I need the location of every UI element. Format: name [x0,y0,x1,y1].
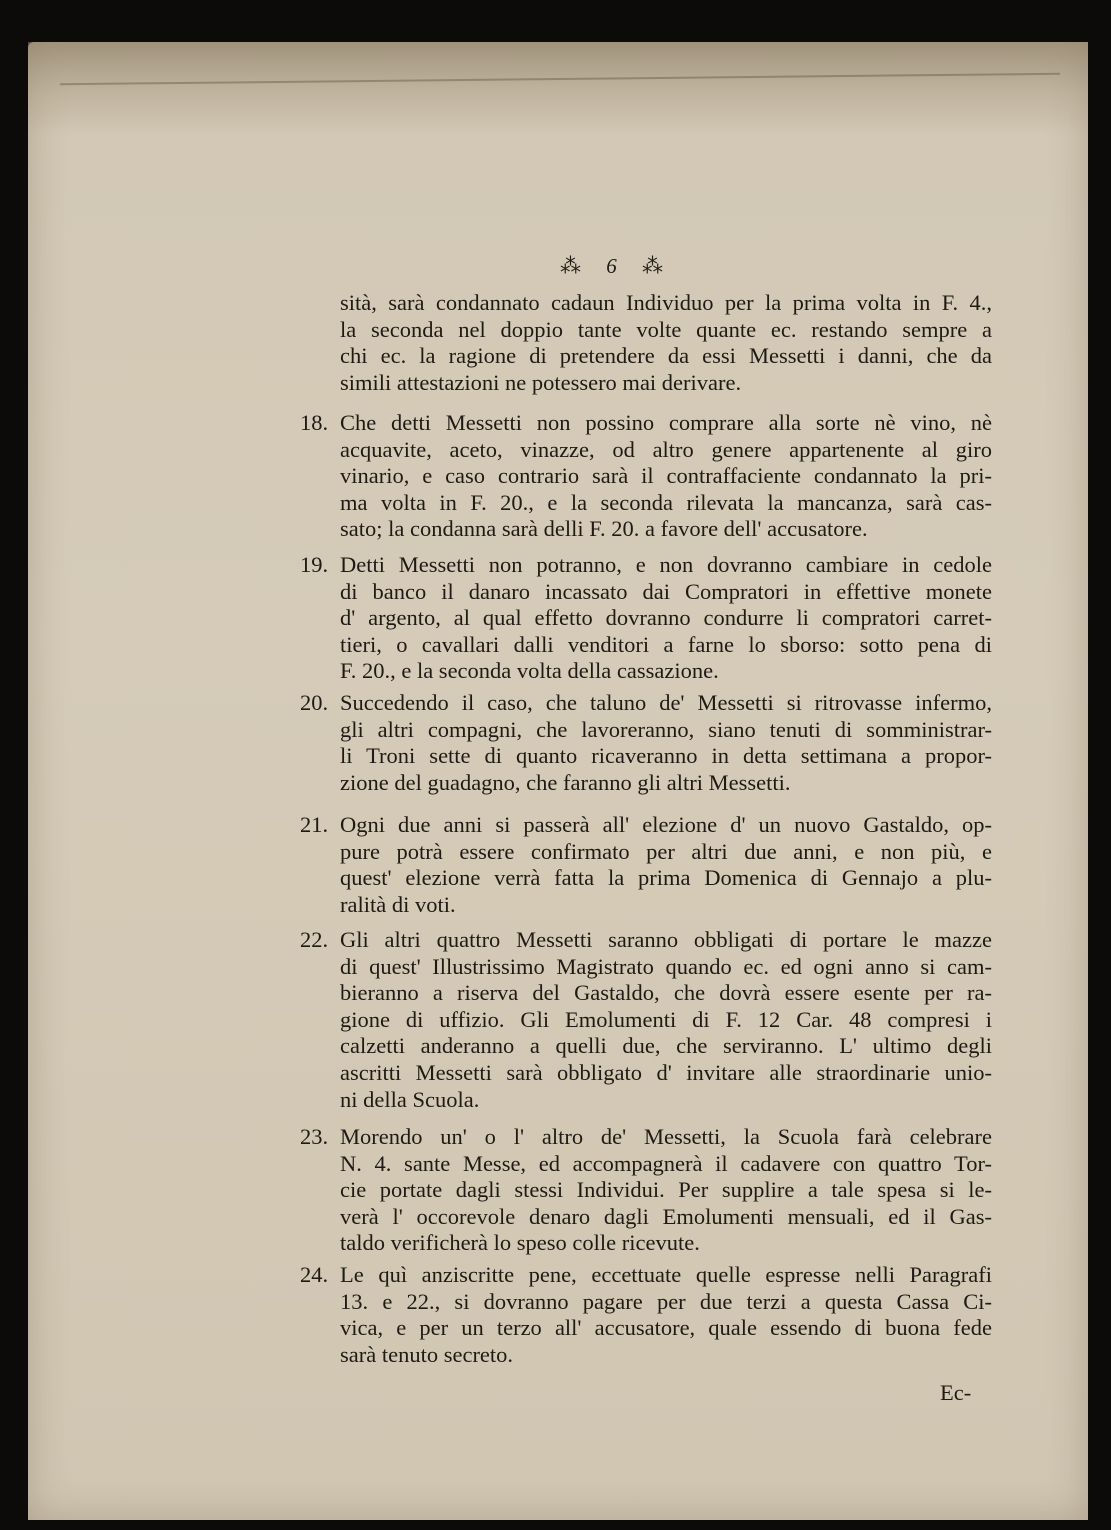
header-ornament-left: ⁂ [560,254,584,278]
paragraph-18 [340,410,992,543]
text-line: sità, sarà condannato cadaun Individuo per la prima volta in F. 4., [340,290,992,315]
text-line: Ogni due anni si passerà all' elezione d' un nuovo Gastaldo, op- [340,812,992,837]
text-line: di banco il danaro incassato dai Compratori in effettive monete [340,578,992,604]
page-number: 6 [606,254,620,278]
paragraph-23 [340,1124,992,1257]
text-line: Detti Messetti non potranno, e non dovranno cambiare in cedole [340,552,992,577]
text-line: Le quì anziscritte pene, eccettuate quelle espresse nelli Paragrafi [340,1262,992,1287]
text-line: cie portate dagli stessi Individui. Per supplire a tale spesa si le- [340,1177,992,1203]
text-line: 13. e 22., si dovranno pagare per due terzi a questa Cassa Ci- [340,1288,992,1314]
text-line: vica, e per un terzo all' accusatore, quale essendo di buona fede [340,1315,992,1341]
paragraph-22 [340,927,992,1113]
text-line: gione di uffizio. Gli Emolumenti di F. 12 Car. 48 compresi i [340,1006,992,1032]
paragraph-number: 18. [300,410,329,435]
paragraph-20 [340,690,992,796]
text-line: sato; la condanna sarà delli F. 20. a favore dell' accusatore. [340,516,868,542]
text-line: ralità di voti. [340,891,456,917]
text-line: calzetti anderanno a quelli due, che serviranno. L' ultimo degli [340,1033,992,1059]
paragraph-continuation [340,290,992,396]
paragraph-number: 22. [300,927,329,952]
text-line: taldo verificherà lo speso colle ricevute. [340,1230,700,1256]
paragraph-number: 19. [300,552,329,577]
text-line: Morendo un' o l' altro de' Messetti, la Scuola farà celebrare [340,1124,992,1149]
text-line: acquavite, aceto, vinazze, od altro genere appartenente al giro [340,436,992,462]
text-line: sarà tenuto secreto. [340,1341,514,1367]
paragraph-number: 20. [300,690,329,715]
text-line: verà l' occorevole denaro dagli Emolumenti mensuali, ed il Gas- [340,1203,992,1229]
text-line: tieri, o cavallari dalli venditori a farne lo sborso: sotto pena di [340,631,992,657]
text-line: simili attestazioni ne potessero mai derivare. [340,369,742,395]
text-line: ni della Scuola. [340,1086,480,1112]
paragraph-19 [340,552,992,685]
text-line: bieranno a riserva del Gastaldo, che dovrà essere esente per ra- [340,980,992,1006]
paragraph-number: 23. [300,1124,329,1149]
paragraph-number: 21. [300,812,329,837]
header-ornament-right: ⁂ [642,254,666,278]
text-line: zione del guadagno, che faranno gli altri Messetti. [340,769,791,795]
text-line: Succedendo il caso, che taluno de' Messetti si ritrovasse infermo, [340,690,992,715]
text-line: li Troni sette di quanto ricaveranno in detta settimana a propor- [340,743,992,769]
text-line: F. 20., e la seconda volta della cassazione. [340,658,719,684]
text-line: quest' elezione verrà fatta la prima Domenica di Gennajo a plu- [340,865,992,891]
text-line: Che detti Messetti non possino comprare alla sorte nè vino, nè [340,410,992,435]
text-line: di quest' Illustrissimo Magistrato quando ec. ed ogni anno si cam- [340,953,992,979]
text-line: N. 4. sante Messe, ed accompagnerà il cadavere con quattro Tor- [340,1150,992,1176]
text-line: la seconda nel doppio tante volte quante ec. restando sempre a [340,316,992,342]
catchword: Ec- [940,1380,972,1405]
paragraph-number: 24. [300,1262,329,1287]
text-line: ascritti Messetti sarà obbligato d' invitare alle straordinarie unio- [340,1059,992,1085]
paragraph-24 [340,1262,992,1368]
text-line: ma volta in F. 20., e la seconda rilevata la mancanza, sarà cas- [340,489,992,515]
running-header [560,254,740,279]
text-line: chi ec. la ragione di pretendere da essi Messetti i danni, che da [340,343,992,369]
text-line: pure potrà essere confirmato per altri due anni, e non più, e [340,838,992,864]
text-line: gli altri compagni, che lavoreranno, siano tenuti di somministrar- [340,716,992,742]
text-line: vinario, e caso contrario sarà il contraffaciente condannato la pri- [340,463,992,489]
text-line: d' argento, al qual effetto dovranno condurre li compratori carret- [340,605,992,631]
paragraph-21 [340,812,992,918]
text-line: Gli altri quattro Messetti saranno obbligati di portare le mazze [340,927,992,952]
